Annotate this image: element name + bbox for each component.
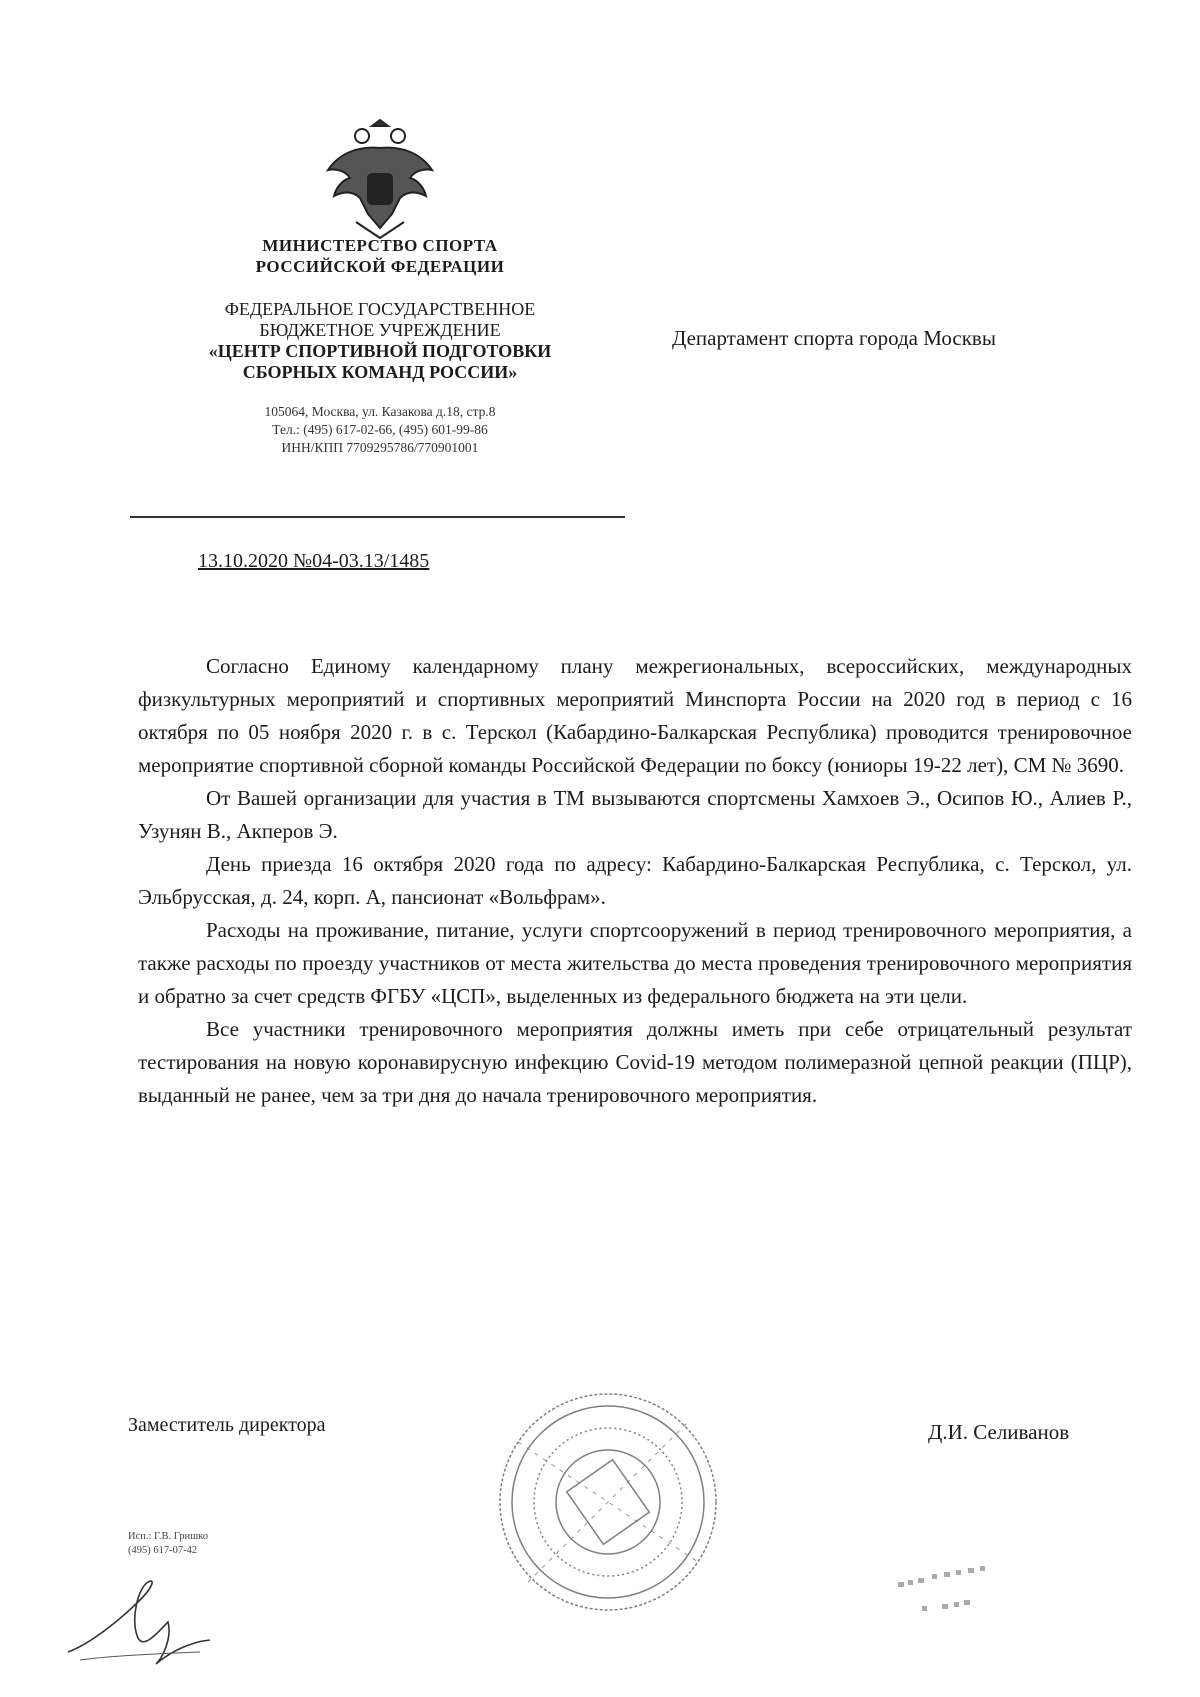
- address: 105064, Москва, ул. Казакова д.18, стр.8: [264, 404, 496, 419]
- body-paragraph: Все участники тренировочного мероприятия должны иметь при себе отрицательный результат тестирования на новую коронавирусную инфекцию Covid-19 методом полимеразной цепной реакции (ПЦР), выданный не ранее, чем за три дня до начала тренировочного мероприятия.: [138, 1017, 1132, 1107]
- inn: ИНН/КПП 7709295786/770901001: [281, 440, 479, 455]
- signatory-title: Заместитель директора: [128, 1414, 326, 1436]
- letterhead-divider: [130, 516, 625, 518]
- faint-stamp-mark: [892, 1560, 1032, 1630]
- institution-line: ФЕДЕРАЛЬНОЕ ГОСУДАРСТВЕННОЕ: [224, 299, 536, 319]
- handwritten-signature: [60, 1560, 250, 1670]
- ministry-name: [150, 235, 610, 277]
- executor-name: Исп.: Г.В. Гришко: [128, 1531, 208, 1542]
- body-paragraph: Расходы на проживание, питание, услуги спортсооружений в период тренировочного мероприятия, а также расходы по проезду участников от места жительства до места проведения тренировочного мероприятия и обратно за счет средств ФГБУ «ЦСП», выделенных из федерального бюджета на эти цели.: [138, 918, 1132, 1008]
- phone: Тел.: (495) 617-02-66, (495) 601-99-86: [272, 422, 488, 437]
- letter-body: [138, 650, 1132, 1112]
- letterhead: [150, 235, 610, 457]
- institution-line: «ЦЕНТР СПОРТИВНОЙ ПОДГОТОВКИ: [208, 341, 552, 361]
- contact-details: [150, 403, 610, 457]
- coat-of-arms-emblem: [320, 118, 440, 242]
- official-stamp: [488, 1382, 728, 1622]
- registration-number: 13.10.2020 №04-03.13/1485: [198, 550, 430, 572]
- body-paragraph: День приезда 16 октября 2020 года по адресу: Кабардино-Балкарская Республика, с. Терскол, ул. Эльбрусская, д. 24, корп. А, пансионат «Вольфрам».: [138, 852, 1132, 909]
- signatory-name: Д.И. Селиванов: [928, 1420, 1070, 1444]
- ministry-line: РОССИЙСКОЙ ФЕДЕРАЦИИ: [255, 257, 505, 276]
- institution-name: [150, 299, 610, 383]
- executor-info: [128, 1530, 208, 1558]
- body-paragraph: Согласно Единому календарному плану межрегиональных, всероссийских, международных физкультурных мероприятий и спортивных мероприятий Минспорта России на 2020 год в период с 16 октября по 05 ноября 2020 г. в с. Терскол (Кабардино-Балкарская Республика) проводится тренировочное мероприятие спортивной сборной команды Российской Федерации по боксу (юниоры 19-22 лет), СМ № 3690.: [138, 654, 1132, 777]
- ministry-line: МИНИСТЕРСТВО СПОРТА: [262, 236, 498, 255]
- institution-line: БЮДЖЕТНОЕ УЧРЕЖДЕНИЕ: [259, 320, 501, 340]
- recipient: Департамент спорта города Москвы: [672, 326, 996, 350]
- executor-phone: (495) 617-07-42: [128, 1545, 198, 1556]
- body-paragraph: От Вашей организации для участия в ТМ вызываются спортсмены Хамхоев Э., Осипов Ю., Алиев Р., Узунян В., Акперов Э.: [138, 786, 1132, 843]
- institution-line: СБОРНЫХ КОМАНД РОССИИ»: [242, 362, 518, 382]
